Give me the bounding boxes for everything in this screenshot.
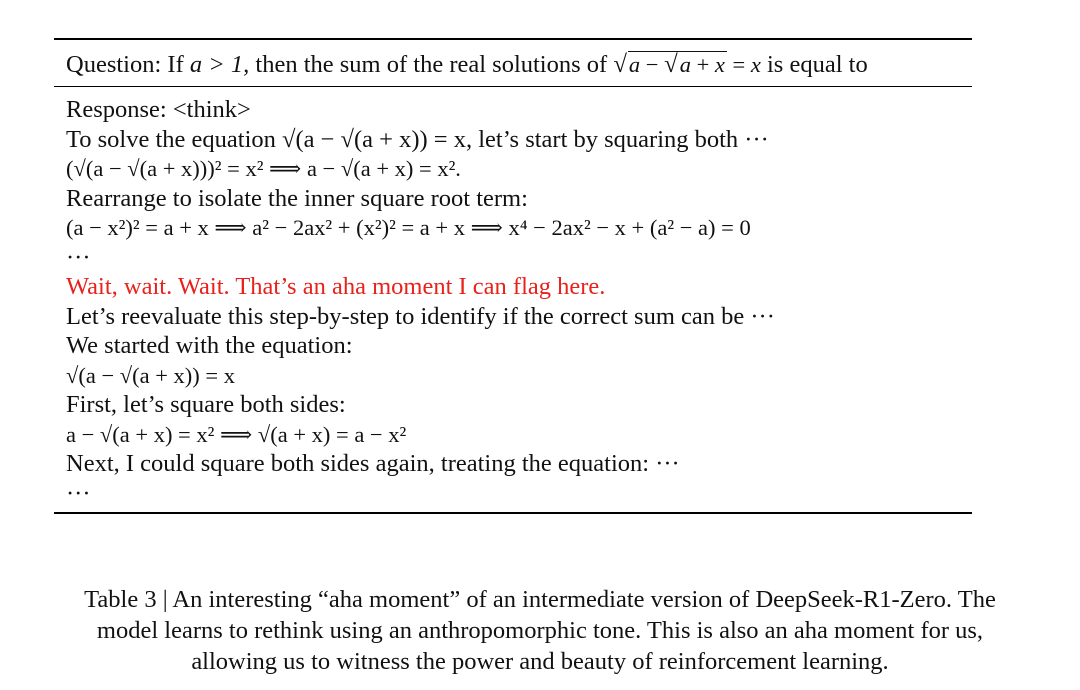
response-line-10: a − √(a + x) = x² ⟹ √(a + x) = a − x² — [66, 421, 407, 447]
response-line-11: Next, I could square both sides again, treating the equation: ··· — [66, 450, 680, 477]
response-line-2: (√(a − √(a + x)))² = x² ⟹ a − √(a + x) = x². — [66, 156, 461, 181]
question-text-middle: then the sum of the real solutions of — [255, 51, 608, 78]
response-line-6: Let’s reevaluate this step-by-step to identify if the correct sum can be ··· — [66, 302, 775, 330]
caption-line-1: Table 3 | An interesting “aha moment” of an intermediate version of DeepSeek-R1-Zero. The — [84, 586, 996, 613]
aha-moment-line: Wait, wait. Wait. That’s an aha moment I can flag here. — [66, 273, 606, 300]
response-line-3: Rearrange to isolate the inner square root term: — [66, 184, 528, 212]
question-label: Question: — [66, 51, 162, 78]
question-equation: √a − √a + x = x — [613, 51, 761, 78]
aha-moment-table — [54, 38, 972, 514]
question-text-before: If — [167, 51, 184, 78]
middle-rule — [54, 86, 972, 88]
response-ellipsis-2: ··· — [66, 479, 91, 507]
response-label: Response: <think> — [66, 96, 251, 123]
question-row — [54, 50, 972, 80]
question-text-after: is equal to — [766, 51, 868, 78]
response-line-9: First, let’s square both sides: — [66, 391, 346, 418]
caption-line-2: model learns to rethink using an anthropomorphic tone. This is also an aha moment for us, — [96, 617, 984, 644]
response-line-4: (a − x²)² = a + x ⟹ a² − 2ax² + (x²)² = a + x ⟹ x⁴ − 2ax² − x + (a² − a) = 0 — [66, 215, 751, 240]
response-line-1: To solve the equation √(a − √(a + x)) = x, let’s start by squaring both ··· — [66, 125, 769, 153]
table-caption — [0, 584, 1080, 677]
response-line-8: √(a − √(a + x)) = x — [66, 362, 235, 388]
caption-line-3: allowing us to witness the power and beauty of reinforcement learning. — [191, 648, 889, 675]
response-ellipsis-1: ··· — [66, 243, 91, 271]
top-rule — [54, 38, 972, 40]
question-condition: a > 1, — [189, 51, 250, 78]
response-line-7: We started with the equation: — [66, 332, 353, 359]
bottom-rule — [54, 512, 972, 514]
